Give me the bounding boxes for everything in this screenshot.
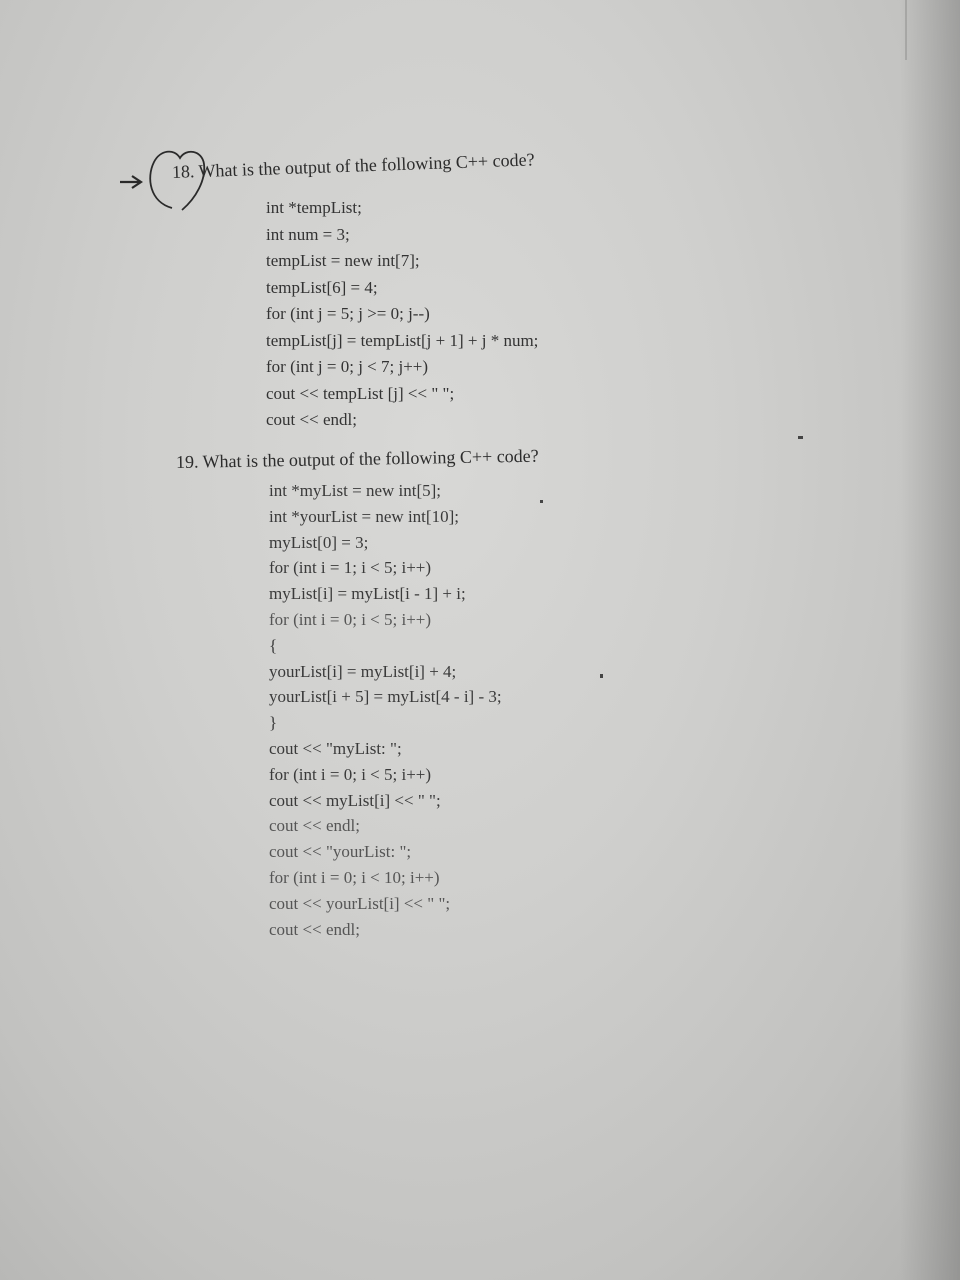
code-line: cout << yourList[i] << " "; xyxy=(269,893,451,913)
code-line: tempList = new int[7]; xyxy=(266,251,420,270)
code-line: { xyxy=(269,635,278,655)
code-line: cout << endl; xyxy=(269,816,360,836)
stray-mark xyxy=(798,436,803,439)
code-line: myList[0] = 3; xyxy=(269,532,369,552)
code-line: cout << endl; xyxy=(266,410,357,429)
paper-fold xyxy=(905,0,907,60)
code-line: for (int i = 0; i < 10; i++) xyxy=(269,867,440,887)
code-line: cout << myList[i] << " "; xyxy=(269,790,441,810)
question-19-header xyxy=(176,446,539,473)
question-18-code xyxy=(266,195,538,434)
code-line: for (int i = 1; i < 5; i++) xyxy=(269,558,432,578)
code-line: tempList[j] = tempList[j + 1] + j * num; xyxy=(266,330,539,350)
stray-mark xyxy=(540,500,543,503)
question-prompt: What is the output of the following C++ code? xyxy=(198,149,535,182)
code-line: cout << "myList: "; xyxy=(269,738,402,758)
code-line: for (int i = 0; i < 5; i++) xyxy=(269,764,432,784)
code-line: for (int j = 0; j < 7; j++) xyxy=(266,357,429,376)
code-line: yourList[i + 5] = myList[4 - i] - 3; xyxy=(269,687,502,707)
code-line: int num = 3; xyxy=(266,224,350,244)
code-line: cout << tempList [j] << " "; xyxy=(266,383,455,403)
code-line: myList[i] = myList[i - 1] + i; xyxy=(269,584,466,604)
code-line: tempList[6] = 4; xyxy=(266,277,378,297)
question-number: 18. xyxy=(171,161,195,182)
question-prompt: What is the output of the following C++ code? xyxy=(202,445,539,472)
question-18-header xyxy=(172,149,535,183)
code-line: cout << "yourList: "; xyxy=(269,842,412,862)
code-line: int *myList = new int[5]; xyxy=(269,481,442,500)
question-number: 19. xyxy=(175,451,199,472)
code-line: for (int j = 5; j >= 0; j--) xyxy=(266,304,430,323)
shadow-edge xyxy=(900,0,960,1280)
code-line: int *tempList; xyxy=(266,198,362,217)
code-line: } xyxy=(269,713,278,733)
code-line: yourList[i] = myList[i] + 4; xyxy=(269,661,457,681)
code-line: cout << endl; xyxy=(269,919,360,939)
code-line: for (int i = 0; i < 5; i++) xyxy=(269,609,432,629)
question-19-code xyxy=(269,478,502,942)
stray-mark xyxy=(600,674,603,678)
code-line: int *yourList = new int[10]; xyxy=(269,506,459,526)
